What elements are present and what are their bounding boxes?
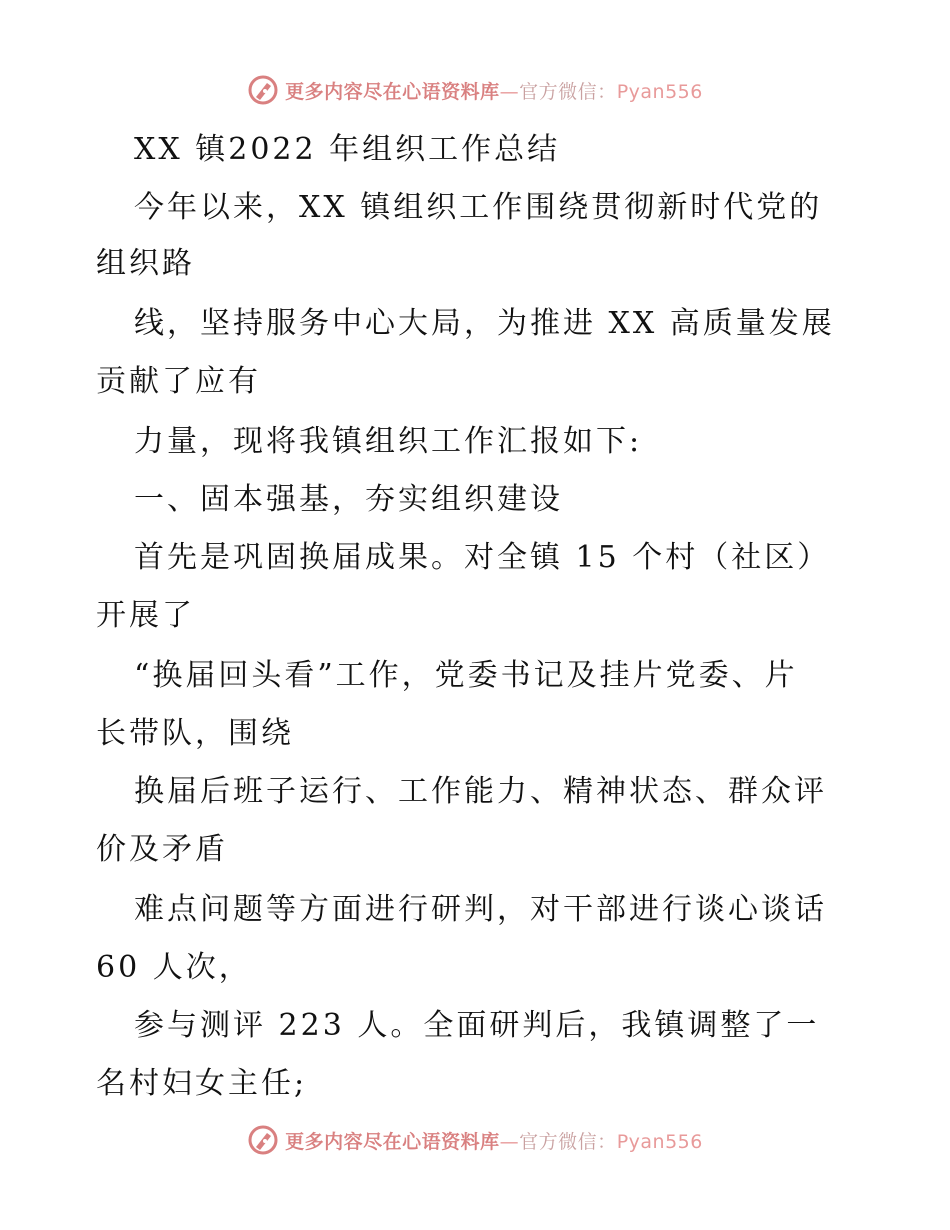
paragraph-line: 换届后班子运行、工作能力、精神状态、群众评 — [134, 774, 827, 809]
watermark-wechat-label: 官方微信： — [519, 1130, 617, 1153]
watermark-wechat-label: 官方微信： — [519, 80, 617, 103]
watermark-brand: 更多内容尽在心语资料库 — [285, 80, 500, 103]
paragraph-line: “换届回头看”工作，党委书记及挂片党委、片 — [134, 658, 798, 693]
footer-watermark-banner — [0, 1120, 950, 1160]
paragraph-line: 价及矛盾 — [96, 832, 228, 867]
paragraph-line: 名村妇女主任; — [96, 1066, 308, 1101]
paragraph-line: 长带队，围绕 — [96, 716, 294, 751]
pen-nib-logo-icon — [247, 1124, 279, 1156]
pen-nib-logo-icon — [247, 74, 279, 106]
paragraph-line: 线，坚持服务中心大局，为推进 XX 高质量发展 — [134, 306, 835, 341]
paragraph-line: 贡献了应有 — [96, 364, 261, 399]
watermark-brand: 更多内容尽在心语资料库 — [285, 1130, 500, 1153]
watermark-wechat-id: Pyan556 — [616, 80, 703, 103]
watermark-text — [285, 1127, 703, 1154]
paragraph-line: 今年以来，XX 镇组织工作围绕贯彻新时代党的 — [134, 190, 823, 225]
paragraph-line: 60 人次， — [96, 950, 252, 985]
section-heading: 一、固本强基，夯实组织建设 — [134, 482, 563, 517]
paragraph-line: 力量，现将我镇组织工作汇报如下: — [134, 424, 643, 459]
paragraph-line: 难点问题等方面进行研判，对干部进行谈心谈话 — [134, 892, 827, 927]
watermark-separator: — — [499, 1130, 520, 1153]
paragraph-line: 开展了 — [96, 598, 195, 633]
header-watermark-banner — [0, 70, 950, 110]
document-title: XX 镇2022 年组织工作总结 — [134, 132, 561, 167]
paragraph-line: 首先是巩固换届成果。对全镇 15 个村（社区） — [134, 540, 831, 575]
paragraph-line: 参与测评 223 人。全面研判后，我镇调整了一 — [134, 1008, 820, 1043]
paragraph-line: 组织路 — [96, 246, 195, 281]
watermark-wechat-id: Pyan556 — [616, 1130, 703, 1153]
watermark-text — [285, 77, 703, 104]
watermark-separator: — — [499, 80, 520, 103]
